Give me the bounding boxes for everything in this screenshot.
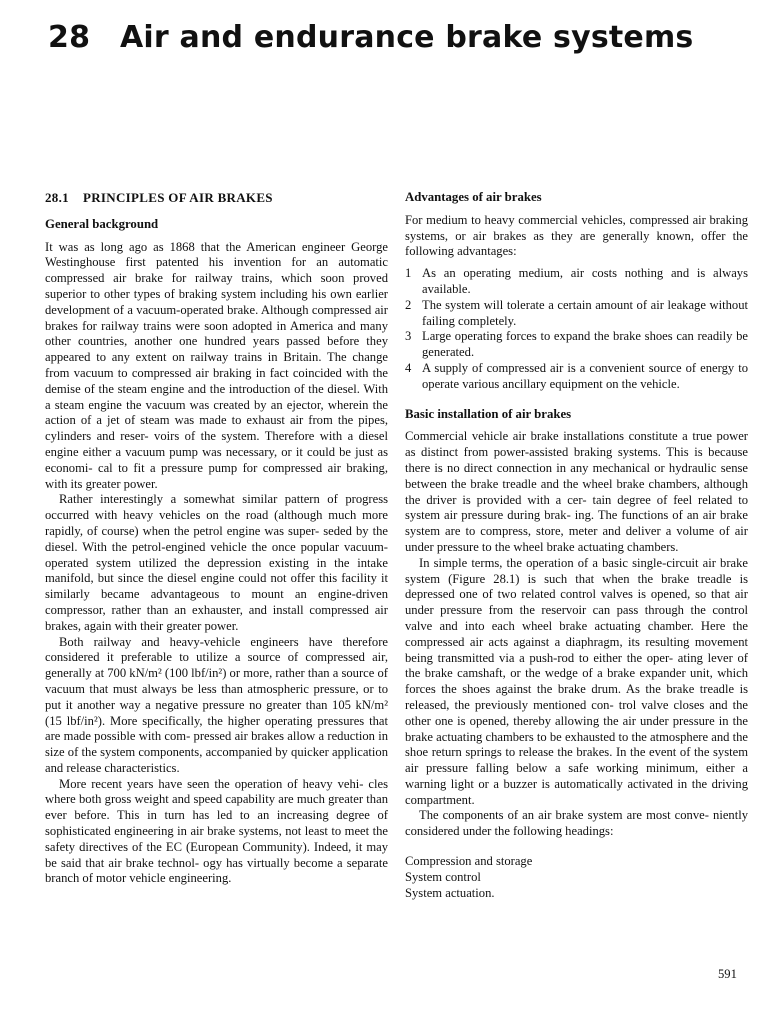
chapter-title-text: Air and endurance brake systems — [120, 20, 694, 55]
paragraph: Commercial vehicle air brake installations constitute a true power as distinct from power-assisted braking systems. This is because there is no direct connection in any mechanical or hydraulic sense between the brake treadle and the wheel brake chambers, although the driver is provided with a cer- tain degree of feel related to system air pressure during brak- ing. The functions of an air brake system are to compress, store, meter and deliver a volume of air under pressure to the wheel brake actuating chambers. — [405, 429, 748, 554]
list-number: 2 — [405, 297, 412, 312]
paragraph: In simple terms, the operation of a basic single-circuit air brake system (Figure 28.1) is such that when the brake treadle is depressed one of two related control valves is opened, so that air under pressure from the reservoir can pass through the control valve and into each wheel brake actuating chamber. Here the compressed air acts against a diaphragm, its resulting movement being transmitted via a push-rod to either the oper- ating lever of the brake camshaft, or the wedge of a brake expander unit, which forces the shoes against the brake drum. As the brake treadle is released, the previously mentioned con- trol valve closes and the other one is opened, thereby allowing the air under pressure in the brake actuating chambers to be exhausted to the atmosphere and the shoe return springs to release the brakes. In the event of the system air pressure falling below a safe working minimum, either a warning light or a buzzer is automatically activated in the driving compartment. — [405, 555, 748, 807]
subheading-advantages: Advantages of air brakes — [405, 190, 542, 204]
list-number: 1 — [405, 266, 412, 281]
paragraph: Rather interestingly a somewhat similar pattern of progress occurred with heavy vehicles on the road (although much more rapidly, of course) when the petrol engine was super- seded by the diesel. With the petrol-engined vehicle the once popular vacuum-operated system utilized the depression existing in the intake manifold, but since the diesel engine could not offer this facility it similarly became advantageous to mount an engine-driven compressor, rather than an exhauster, and install compressed air brakes, again with their greater power. — [45, 492, 388, 633]
paragraph: It was as long ago as 1868 that the American engineer George Westinghouse first patented his invention for an automatic compressed air brake for railway trains, which soon proved superior to other types of braking system including his own earlier development of a vacuum-operated brake. Although compressed air brakes for railway trains were soon adopted in America and many other countries, another one hundred years passed before they appeared to any extent on railway trains in Britain. The change from vacuum to compressed air braking in fact coincided with the demise of the steam engine and the introduction of the diesel. With a steam engine the vacuum was created by an ejector, wherein the action of a jet of steam was made to exhaust air from the pipes, cylinders and reser- voirs of the system. Therefore with a diesel engine either a vacuum pump was necessary, or it could be just as economi- cal to fit a pressure pump for compressed air braking, with its greater power. — [45, 239, 388, 491]
chapter-title — [48, 20, 694, 55]
advantages-list — [405, 266, 748, 392]
list-item — [405, 329, 748, 361]
section-heading — [45, 190, 388, 206]
list-item — [405, 266, 748, 298]
list-item-text: Large operating forces to expand the brake shoes can readily be generated. — [422, 329, 748, 360]
list-item-text: A supply of compressed air is a convenient source of energy to operate various ancillary equipment on the vehicle. — [422, 360, 748, 391]
paragraph: The components of an air brake system are most conve- niently considered under the following headings: — [405, 808, 748, 839]
list-item — [405, 298, 748, 330]
section-number: 28.1 — [45, 190, 69, 205]
heading-line: System actuation. — [405, 885, 495, 900]
component-headings — [405, 854, 748, 901]
list-item-text: As an operating medium, air costs nothing and is always available. — [422, 266, 748, 296]
subheading-basic-installation: Basic installation of air brakes — [405, 406, 572, 421]
heading-line: Compression and storage — [405, 854, 533, 869]
chapter-number: 28 — [48, 20, 91, 55]
list-item-text: The system will tolerate a certain amount of air leakage without failing completely. — [422, 297, 748, 328]
list-number: 4 — [405, 360, 412, 375]
list-item — [405, 361, 748, 393]
page-number: 591 — [718, 967, 737, 981]
paragraph: More recent years have seen the operation of heavy vehi- cles where both gross weight and speed capability are much greater than ever before. This in turn has led to an increasing degree of sophisticated engineering in air brake systems, not least to meet the safety directives of the EC (European Community). Indeed, it may be said that air brake technol- ogy has virtually become a separate branch of motor vehicle engineering. — [45, 776, 388, 886]
left-column — [45, 190, 388, 887]
section-title: PRINCIPLES OF AIR BRAKES — [83, 190, 273, 205]
subheading-general-background: General background — [45, 216, 159, 231]
heading-line: System control — [405, 869, 481, 884]
paragraph: Both railway and heavy-vehicle engineers have therefore considered it preferable to utilize a source of compressed air, generally at 700 kN/m² (100 lbf/in²) or more, rather than a source of vacuum that must always be less than atmospheric pressure, or to put it another way a negative pressure no greater than 105 kN/m² (15 lbf/in²). More specifically, the higher operating pressures that are made possible with com- pressed air brakes allow a reduction in size of the system components, accompanied by quicker application and release characteristics. — [45, 634, 388, 775]
list-number: 3 — [405, 329, 412, 344]
paragraph: For medium to heavy commercial vehicles, compressed air braking systems, or air brakes as they are generally known, offer the following advantages: — [405, 212, 748, 259]
right-column — [405, 190, 748, 901]
